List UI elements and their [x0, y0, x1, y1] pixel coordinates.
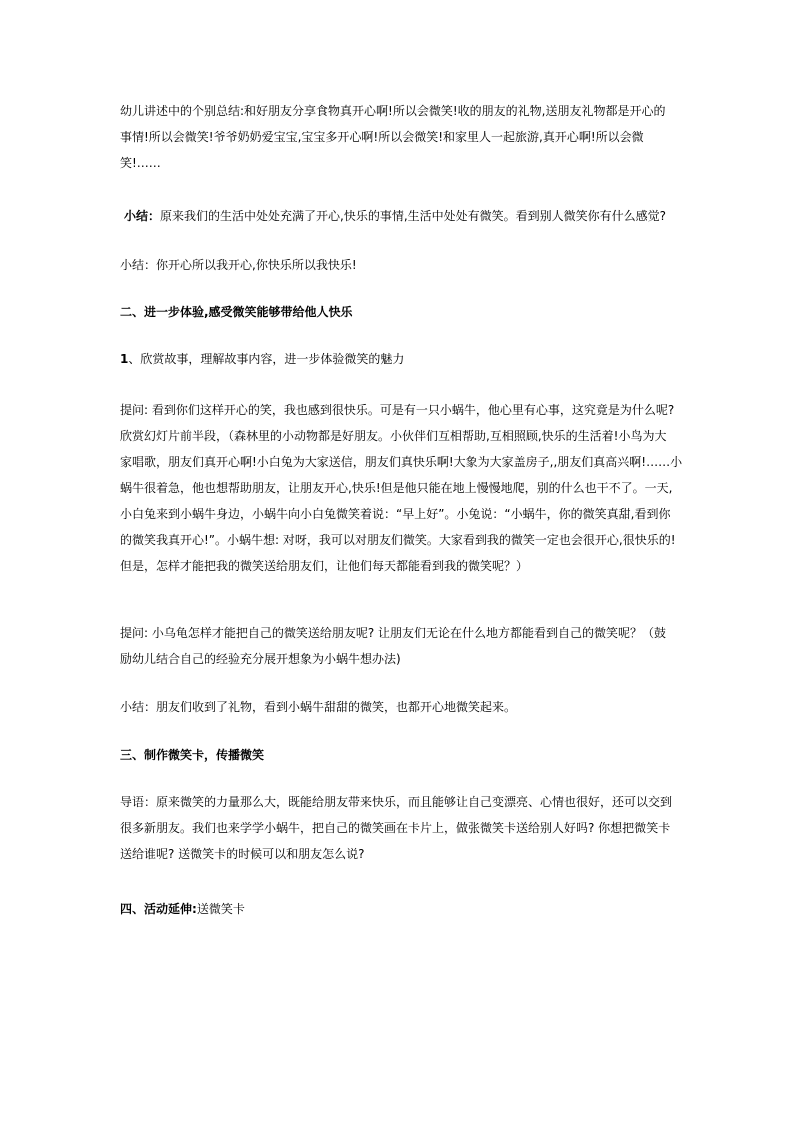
question-paragraph-1 [120, 397, 683, 579]
paragraph-line: 但是，怎样才能把我的微笑送给朋友们，让他们每天都能看到我的微笑呢？） [120, 559, 529, 573]
paragraph-line: 事情!所以会微笑!爷爷奶奶爱宝宝,宝宝多开心啊!所以会微笑!和家里人一起旅游,真开心啊!所以会微 [120, 130, 644, 144]
paragraph-line: 欣赏幻灯片前半段，（森林里的小动物都是好朋友。小伙伴们互相帮助,互相照顾,快乐的生活着!小鸟为大 [120, 429, 667, 443]
section-heading-4-title: 四、活动延伸: [120, 902, 197, 916]
paragraph-line: 导语：原来微笑的力量那么大，既能给朋友带来快乐，而且能够让自己变漂亮、心情也很好，还可以交到 [120, 795, 673, 809]
summary-text: 原来我们的生活中处处充满了开心,快乐的事情,生活中处处有微笑。看到别人微笑你有什么感觉? [160, 209, 667, 223]
summary-paragraph-1 [124, 203, 676, 229]
paragraph-line: 家唱歌，朋友们真开心啊!小白兔为大家送信，朋友们真快乐啊!大象为大家盖房子,,朋友们真高兴啊!……小 [120, 455, 683, 469]
section-heading-4-text: 送微笑卡 [196, 902, 245, 916]
summary-text: 小结：朋友们收到了礼物，看到小蜗牛甜甜的微笑，也都开心地微笑起来。 [120, 700, 517, 714]
paragraph-line: 送给谁呢? 送微笑卡的时候可以和朋友怎么说? [120, 847, 365, 861]
guide-paragraph [120, 789, 672, 867]
paragraph-line: 幼儿讲述中的个别总结:和好朋友分享食物真开心啊!所以会微笑!收的朋友的礼物,送朋友礼物都是开心的 [120, 104, 666, 118]
paragraph-line: 提问: 看到你们这样开心的笑，我也感到很快乐。可是有一只小蜗牛，他心里有心事，这究竟是为什么呢? [120, 403, 675, 417]
summary-text: 小结：你开心所以我开心,你快乐所以我快乐! [120, 258, 357, 272]
summary-label: 小结： [124, 209, 161, 223]
item-paragraph-1 [120, 346, 672, 372]
summary-paragraph-3 [120, 694, 672, 720]
item-text: 、欣赏故事，理解故事内容，进一步体验微笑的魅力 [128, 352, 405, 366]
paragraph-line: 小白兔来到小蜗牛身边，小蜗牛向小白兔微笑着说：“早上好”。小兔说：“小蜗牛，你的微笑真甜,看到你 [120, 507, 671, 521]
item-number: 1 [120, 352, 129, 366]
paragraph-line: 很多新朋友。我们也来学学小蜗牛，把自己的微笑画在卡片上，做张微笑卡送给别人好吗? 你想把微笑卡 [120, 821, 671, 835]
paragraph-line: 提问: 小乌龟怎样才能把自己的微笑送给朋友呢? 让朋友们无论在什么地方都能看到自己的微笑呢？（鼓 [120, 626, 667, 640]
summary-paragraph-2 [120, 252, 672, 278]
individual-summary-paragraph [120, 98, 672, 176]
paragraph-line: 蜗牛很着急，他也想帮助朋友，让朋友开心,快乐!但是他只能在地上慢慢地爬，别的什么也干不了。一天, [120, 481, 673, 495]
paragraph-line: 励幼儿结合自己的经验充分展开想象为小蜗牛想办法) [120, 652, 401, 666]
paragraph-line: 笑!…… [120, 156, 161, 170]
paragraph-line: 的微笑我真开心!”。小蜗牛想: 对呀，我可以对朋友们微笑。大家看到我的微笑一定也会很开心,很快乐的! [120, 533, 676, 547]
section-heading-3: 三、制作微笑卡，传播微笑 [120, 748, 265, 762]
question-paragraph-2 [120, 620, 672, 672]
section-heading-2: 二、进一步体验,感受微笑能够带给他人快乐 [120, 305, 353, 319]
section-heading-4 [120, 899, 245, 919]
